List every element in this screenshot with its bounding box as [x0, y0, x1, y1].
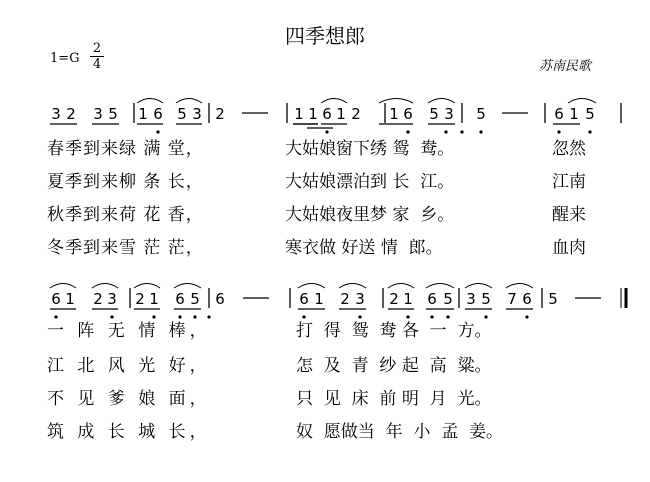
r1-note: 1 — [336, 105, 346, 123]
meter-top: 2 — [92, 41, 102, 56]
r2-note: 2 — [135, 290, 145, 308]
r1-note: 6 — [322, 105, 332, 123]
r2-note: 2 — [389, 290, 399, 308]
lyric-r1-v3-c: 醒来 — [552, 205, 586, 225]
r1-note: 2 — [66, 105, 76, 123]
r2-note: 1 — [403, 290, 413, 308]
lyric-r2-v3-a: 不 见 爹 娘 面， — [47, 389, 211, 409]
r2-note: 3 — [466, 290, 476, 308]
lyric-r2-v4-a: 筑 成 长 城 长， — [47, 422, 211, 442]
r1-note: 1 — [308, 105, 318, 123]
lyric-r2-v4-b: 奴 愿做当 年 小 孟 姜。 — [296, 422, 504, 442]
r2-note: 6 — [299, 290, 309, 308]
r2-note: 1 — [149, 290, 159, 308]
r1-note: 3 — [93, 105, 103, 123]
r1-note: 1 — [389, 105, 399, 123]
r2-note: 5 — [443, 290, 453, 308]
r1-note: 5 — [108, 105, 118, 123]
r1-note: 5 — [429, 105, 439, 123]
lyric-r2-v3-b: 只 见 床 前 明 月 光。 — [296, 389, 492, 409]
lyric-r1-v3-a: 秋季到来荷 花 香， — [47, 205, 204, 225]
attribution: 苏南民歌 — [539, 59, 592, 74]
r2-note: 2 — [340, 290, 350, 308]
r1-note: 5 — [177, 105, 187, 123]
r2-note: 6 — [522, 290, 532, 308]
r1-note: 1 — [138, 105, 148, 123]
key-signature: 1=G — [50, 51, 80, 66]
r2-note: 3 — [107, 290, 117, 308]
r2-note: 6 — [175, 290, 185, 308]
lyric-r1-v4-a: 冬季到来雪 茫 茫， — [47, 238, 204, 258]
r1-note: 6 — [554, 105, 564, 123]
r2-note: 3 — [355, 290, 365, 308]
r1-note: 1 — [294, 105, 304, 123]
r1-note: 3 — [192, 105, 202, 123]
lyric-r1-v1-a: 春季到来绿 满 堂， — [47, 139, 204, 159]
r1-note: 5 — [585, 105, 595, 123]
r2-note: 6 — [51, 290, 61, 308]
r2-note: 1 — [314, 290, 324, 308]
r2-note: 2 — [93, 290, 103, 308]
lyric-r1-v1-b: 大姑娘窗下绣 鸳 鸯。 — [285, 139, 455, 159]
lyric-r1-v2-c: 江南 — [552, 172, 586, 192]
lyric-r1-v2-a: 夏季到来柳 条 长， — [47, 172, 204, 192]
lyric-r1-v1-c: 忽然 — [552, 139, 586, 159]
r1-note: 2 — [351, 105, 361, 123]
r1-note: 3 — [51, 105, 61, 123]
lyric-r1-v4-b: 寒衣做 好送 情 郎。 — [285, 238, 443, 258]
page-title: 四季想郎 — [285, 24, 365, 48]
r2-note: 7 — [507, 290, 517, 308]
lyric-r2-v2-a: 江 北 风 光 好， — [47, 356, 211, 376]
r2-note: 1 — [65, 290, 75, 308]
r2-note: 6 — [427, 290, 437, 308]
lyric-r2-v1-a: 一 阵 无 情 棒， — [47, 321, 211, 341]
r1-note: 6 — [153, 105, 163, 123]
r2-note: 5 — [190, 290, 200, 308]
r2-note: 5 — [548, 290, 558, 308]
meter-bottom: 4 — [90, 56, 104, 72]
lyric-r1-v2-b: 大姑娘漂泊到 长 江。 — [285, 172, 455, 192]
r1-note: 6 — [403, 105, 413, 123]
lyric-r2-v2-b: 怎 及 青 纱 起 高 粱。 — [296, 356, 492, 376]
r1-note: 1 — [569, 105, 579, 123]
r1-note: 5 — [476, 105, 486, 123]
r2-note: 6 — [215, 290, 225, 308]
lyric-r2-v1-b: 打 得 鸳 鸯 各 一 方。 — [296, 321, 492, 341]
lyric-r1-v4-c: 血肉 — [552, 238, 586, 258]
r2-note: 5 — [481, 290, 491, 308]
r1-note: 2 — [215, 105, 225, 123]
lyric-r1-v3-b: 大姑娘夜里梦 家 乡。 — [285, 205, 455, 225]
r1-note: 3 — [444, 105, 454, 123]
